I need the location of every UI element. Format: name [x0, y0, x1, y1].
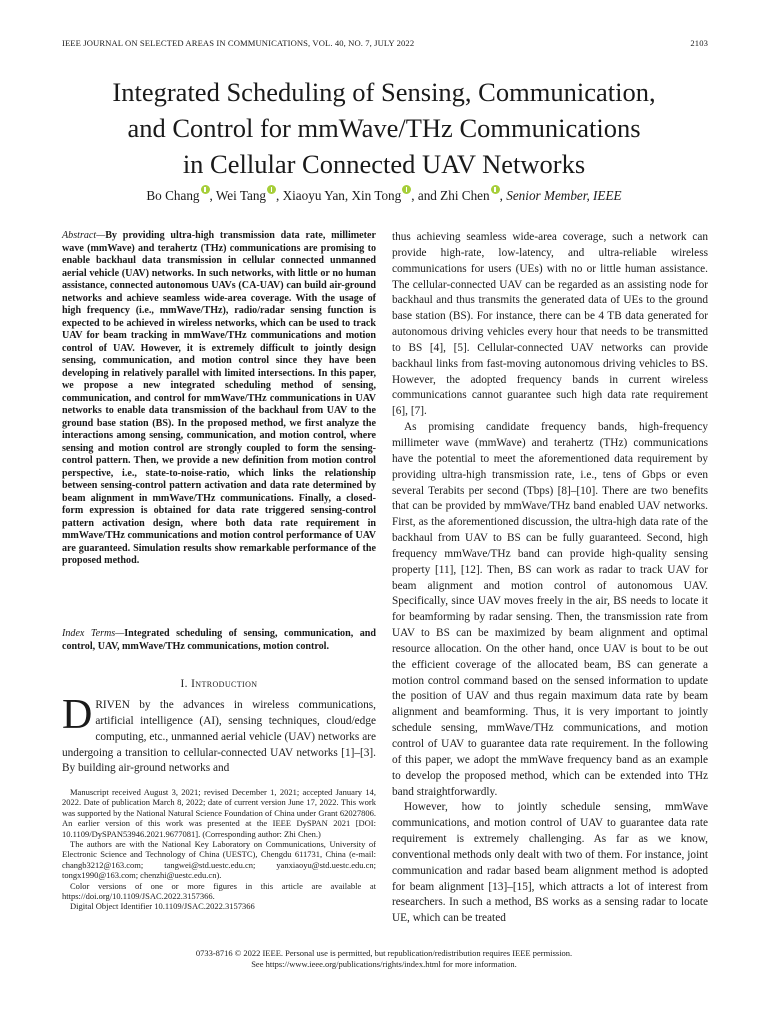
body-paragraph: thus achieving seamless wide-area coverage, such a network can provide high-rate, low-latency, and ultra-reliable wireless communications for users (UEs) with no or little human assistance. The cellular-connected UAV can be regarded as an assisting node for backhaul and thus transmits the generated data of UEs to the ground base station (BS). For instance, there can be 4 TB data generated for autonomous driving vehicles every hour that needs to be transmitted to BS [4], [5]. Cellular-connected UAV networks can provide backhaul links from fast-moving autonomous driving vehicles to BS. However, the adopted frequency bands in current wireless communications cannot guarantee such high data rate requirement [6], [7].	[392, 231, 708, 418]
title-line: Integrated Scheduling of Sensing, Communication,	[112, 77, 656, 107]
footnote-doi: Digital Object Identifier 10.1109/JSAC.2022.3157366	[70, 901, 255, 912]
footnote-color-figures: Color versions of one or more figures in this article are available at https://doi.org/10.1109/JSAC.2022.3157366.	[62, 880, 376, 902]
copyright-notice	[40, 948, 728, 970]
abstract	[62, 230, 376, 568]
orcid-icon[interactable]	[201, 185, 210, 194]
orcid-icon[interactable]	[402, 185, 411, 194]
title-line: and Control for mmWave/THz Communications	[127, 113, 641, 143]
drop-cap: D	[62, 692, 93, 738]
index-terms	[62, 628, 376, 653]
footnotes	[62, 787, 376, 912]
orcid-icon[interactable]	[267, 185, 276, 194]
body-paragraph: However, how to jointly schedule sensing, mmWave communications, and motion control of UAV to guarantee data rate requirement is extremely challenging. As far as we know, conventional methods only dealt with two of them. For instance, joint communication and radar based beam alignment method is adopted for beam alignment [13]–[15], which attracts a lot of interest from researchers. In such a method, BS works as a sensing radar to locate UE, which can be treated	[392, 801, 708, 925]
author-separator: ,	[499, 188, 507, 203]
index-terms-label: Index Terms	[62, 628, 116, 639]
author-membership: Senior Member, IEEE	[506, 188, 622, 203]
index-terms-dash: —	[115, 628, 125, 639]
abstract-text: By providing ultra-high transmission data rate, millimeter wave (mmWave) and terahertz (THz) communications are promising to enable backhaul data transmission in cellular connected unmanned aerial vehicle (UAV) networks. In such networks, with little or no human assistance, connected autonomous UAVs (CA-UAV) can build air-ground networks and achieve seamless wide-area coverage. With the usage of high frequency (i.e., mmWave/THz), radio/radar sensing function is expected to be achieved in wireless networks, which can be used to track UAV for beam tracking in mmWave/THz communications and motion control of UAV. However, it is extremely difficult to jointly design sensing, communication, and motion control since they have been developing in relatively parallel with limited intersections. In this paper, we propose a new integrated scheduling method of sensing, communication, and control for mmWave/THz communications in UAV networks to enable data transmission of the backhaul from UAV to the ground base station (BS). In the proposed method, we first analyze the interactions among sensing, communication, and motion control, where sensing and motion control are strongly coupled to form the sensing-control pattern. Then, we provide a new definition from motion control perspective, i.e., state-to-noise-ratio, which links the relationship between sensing-control pattern activation and data rate determined by beam alignment in mmWave/THz communications. Finally, a closed-form expression is obtained for data rate triggered sensing-control pattern activation design, where both data rate requirement in mmWave/THz communications and motion control performance of UAV are guaranteed. Simulation results show remarkable performance of the proposed method.	[62, 230, 376, 566]
body-paragraph: As promising candidate frequency bands, high-frequency millimeter wave (mmWave) and terahertz (THz) communications have the potential to meet the aforementioned data requirement by providing ultra-high transmission rate, i.e., tens of Gbps or even several Terabits per second (Tbps) [8]–[10]. There are two benefits that can be provided by mmWave/THz band enabled UAV networks. First, as the aforementioned discussion, the ultra-high data rate of the backhaul from UAV to BS can be fully guaranteed. Second, high frequency mmWave/THz band can provide high-quality sensing property [11], [12]. Then, BS can work as radar to track UAV for beam alignment and motion control of autonomous UAV. Specifically, since UAV moves freely in the air, BS needs to locate it for beamforming by radar sensing. Then, the transmission rate from UAV to BS can be maximized by beam alignment and optimal resource allocation. On the other hand, once UAV is bout to be out the efficient coverage of the allocated beam, BS can generate a motion control command based on the sensed information to update the position of UAV and thus regain maximum data rate by beam alignment and beamforming. Thus, it is very important to jointly schedule sensing, mmWave/THz communications, and motion control of UAV to guarantee data rate requirement. In the following of this paper, we adopt the mmWave frequency band as an example to develop the proposed method, which can be extended into THz band straightforwardly.	[392, 421, 708, 798]
footnote-manuscript: Manuscript received August 3, 2021; revised December 1, 2021; accepted January 14, 2022. Date of publication March 8, 2022; date of current version June 17, 2022. This work was supported by the National Natural Science Foundation of China under Grant 62027806. An earlier version of this work was presented at the IEEE DySPAN 2021 [DOI: 10.1109/DySPAN53946.2021.9677081]. (Corresponding author: Zhi Chen.)	[62, 787, 376, 839]
right-column	[392, 230, 708, 927]
author-list	[40, 185, 728, 204]
author-name: , Xiaoyu Yan, Xin Tong	[276, 188, 402, 203]
title-line: in Cellular Connected UAV Networks	[182, 149, 586, 179]
section-number: I.	[180, 678, 192, 690]
author-name: Bo Chang	[146, 188, 200, 203]
intro-text: RIVEN by the advances in wireless communications, artificial intelligence (AI), sensing techniques, cloud/edge computing, etc., unmanned aerial vehicle (UAV) networks are undergoing a transition to cellular-connected UAV networks [1]–[3]. By building air-ground networks and	[62, 699, 376, 775]
running-head	[62, 38, 708, 48]
section-title: Introduction	[191, 678, 258, 690]
copyright-line: 0733-8716 © 2022 IEEE. Personal use is permitted, but republication/redistribution requires IEEE permission.	[195, 948, 573, 958]
abstract-dash: —	[96, 230, 106, 241]
index-terms-text: Integrated scheduling of sensing, communication, and control, UAV, mmWave/THz communications, motion control.	[62, 628, 376, 652]
journal-name: IEEE JOURNAL ON SELECTED AREAS IN COMMUNICATIONS, VOL. 40, NO. 7, JULY 2022	[62, 38, 415, 48]
section-heading	[62, 678, 376, 690]
author-name: , Wei Tang	[209, 188, 267, 203]
author-name: , and Zhi Chen	[411, 188, 490, 203]
abstract-label: Abstract	[62, 230, 97, 241]
page-number: 2103	[690, 38, 708, 48]
copyright-line: See https://www.ieee.org/publications/rights/index.html for more information.	[251, 959, 517, 969]
footnote-affiliation: The authors are with the National Key Laboratory on Communications, University of Electronic Science and Technology of China (UESTC), Chengdu 611731, China (e-mail: changb3212@163.com; tangwei@std.uestc.edu.cn; yanxiaoyu@std.uestc.edu.cn; tongx1990@163.com; chenzhi@uestc.edu.cn).	[62, 839, 376, 881]
intro-paragraph	[62, 692, 376, 777]
paper-title	[40, 74, 728, 182]
orcid-icon[interactable]	[491, 185, 500, 194]
